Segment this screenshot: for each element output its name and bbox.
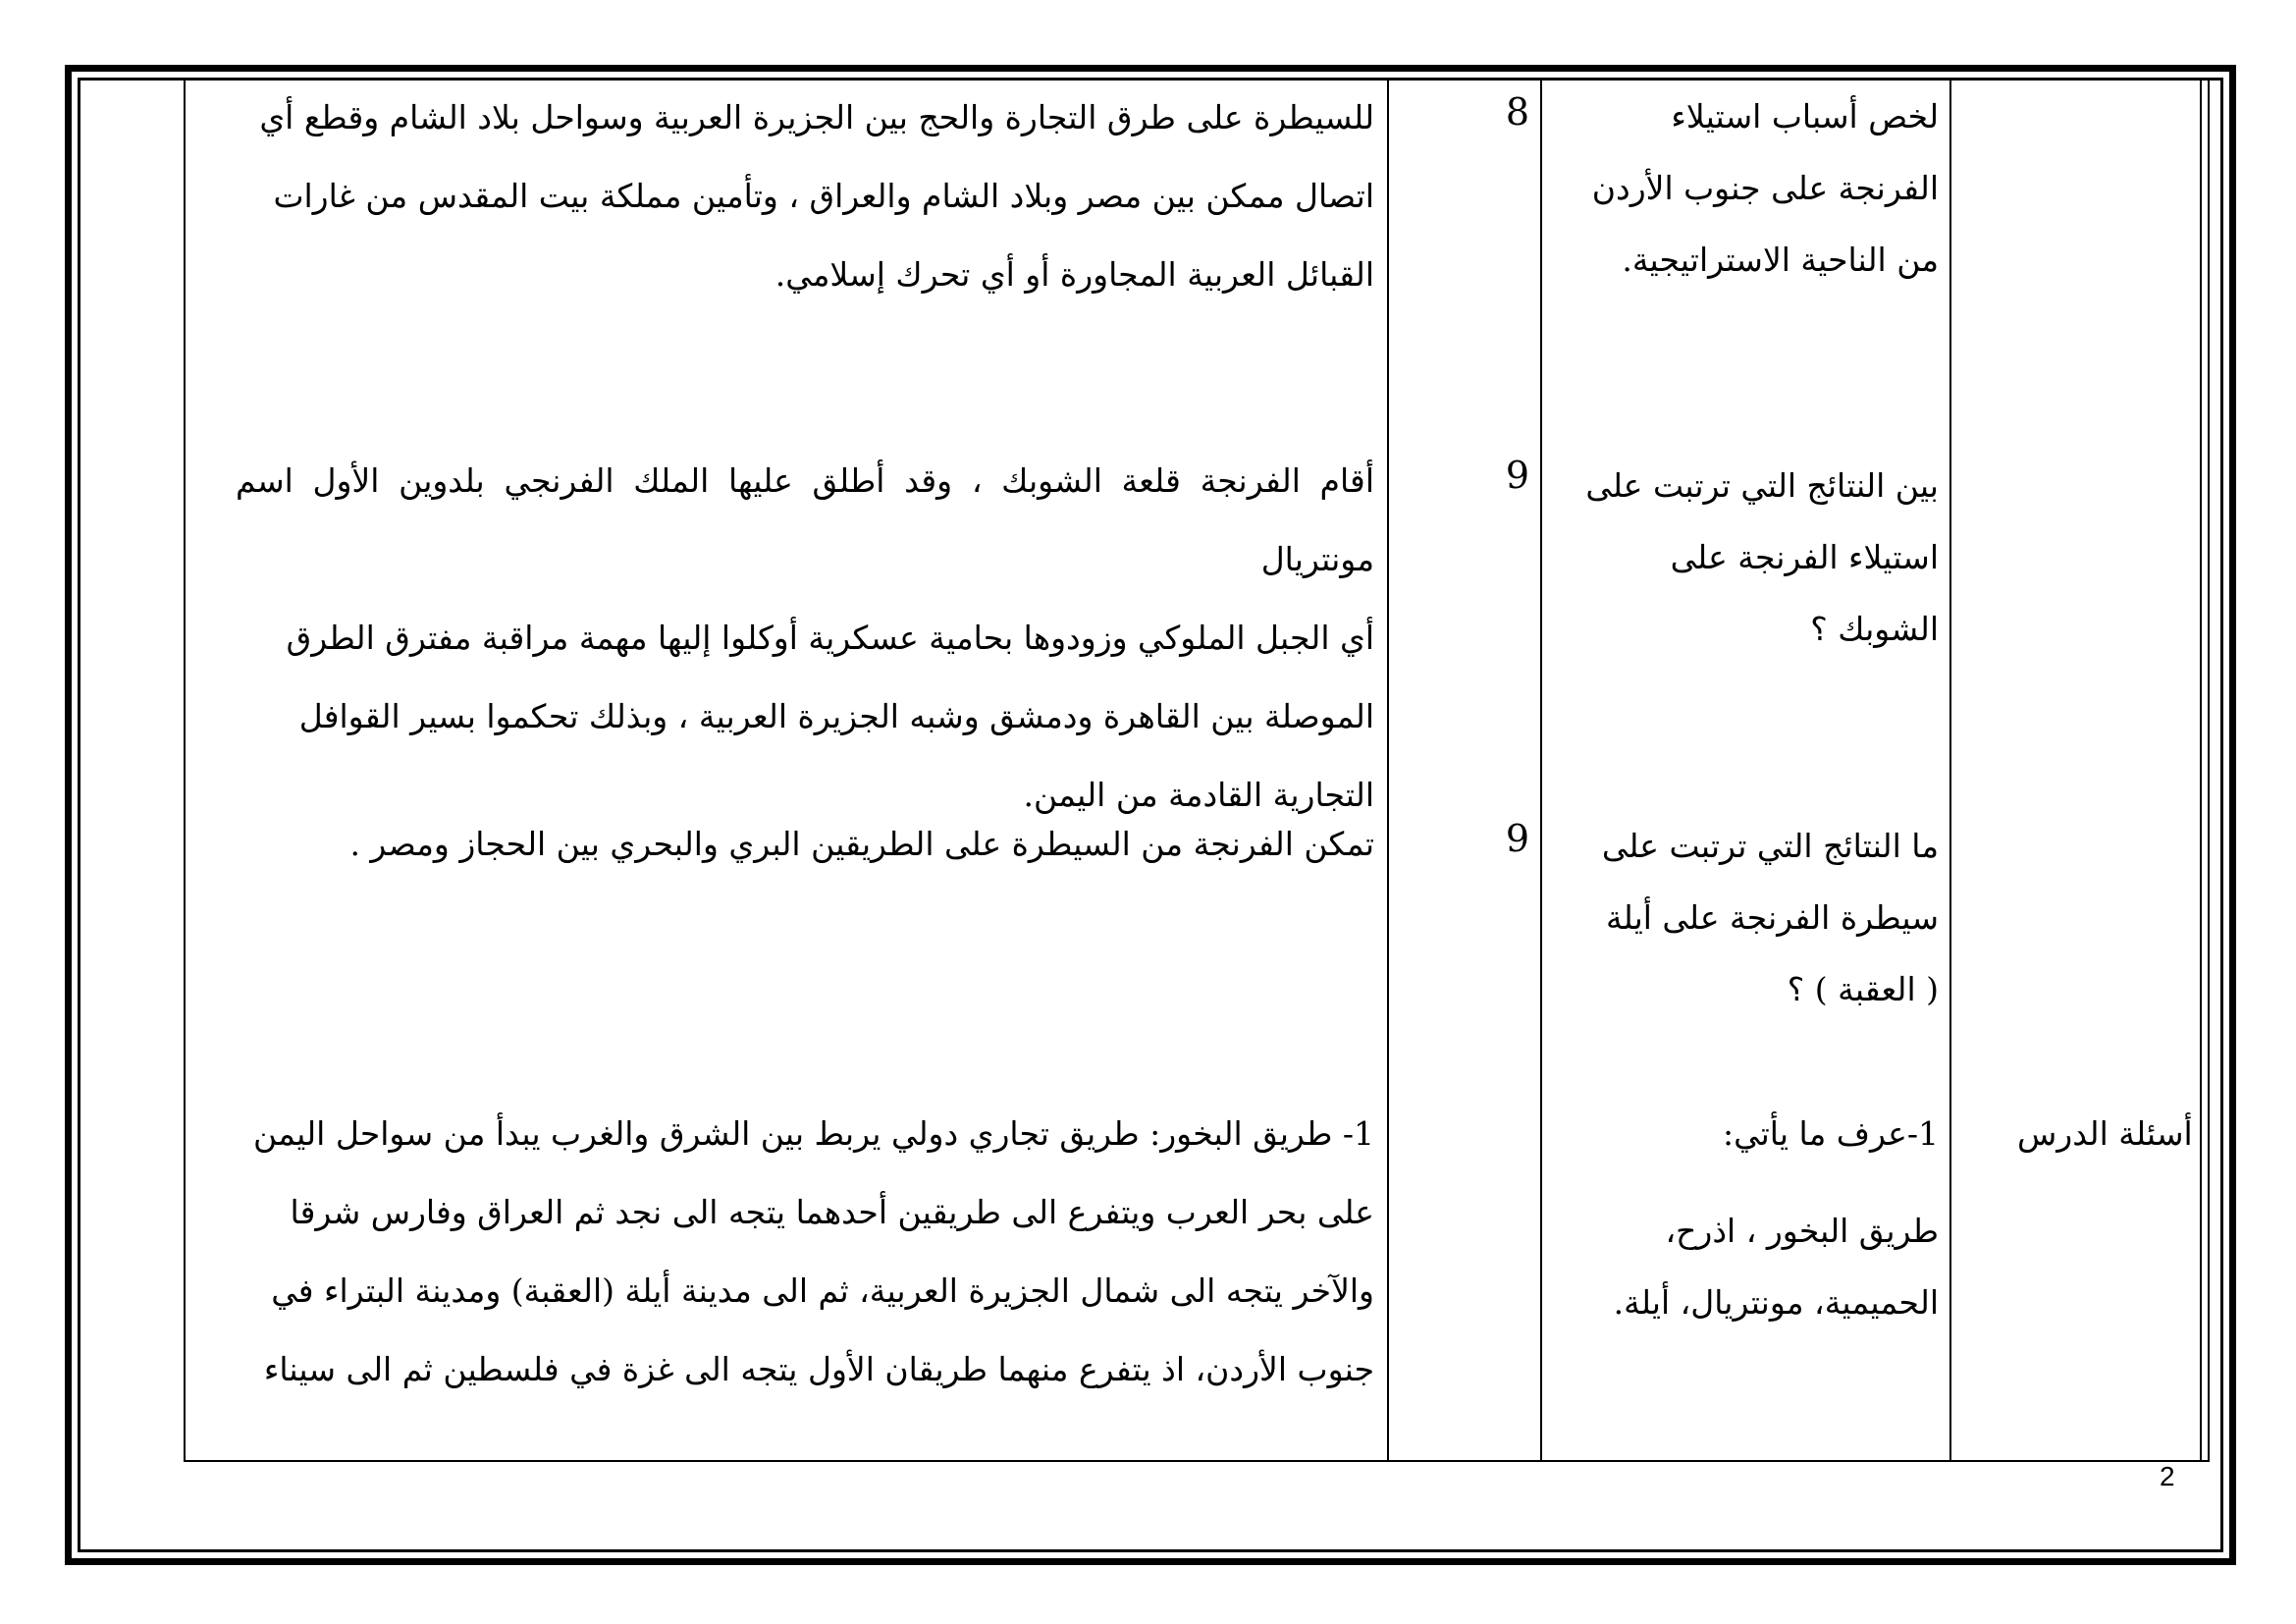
question-cell-2: بين النتائج التي ترتبت على استيلاء الفرنجة على الشوبك ؟ (1585, 466, 1939, 648)
answer-cell-4: 1- طريق البخور: طريق تجاري دولي يربط بين الشرق والغرب يبدأ من سواحل اليمن على بحر العرب ويتفرع الى طريقين أحدهما يتجه الى نجد ثم العراق وفارس شرقا والآخر يتجه الى شمال الجزيرة العربية، ثم الى مدينة أيلة (العقبة) ومدينة البتراء في جنوب الأردن، اذ يتفرع منهما طريقان الأول يتجه الى غزة في فلسطين ثم الى سيناء (252, 1114, 1374, 1388)
score-1: 8 (1505, 90, 1530, 134)
section-label: أسئلة الدرس (2017, 1114, 2193, 1153)
score-3: 9 (1505, 817, 1530, 860)
table-divider-1 (1387, 78, 1389, 1462)
table-divider-2 (1540, 78, 1542, 1462)
question-cell-4: 1-عرف ما يأتي: طريق البخور ، اذرح، الحميمية، مونتريال، أيلة. (1613, 1114, 1939, 1322)
answer-cell-2: أقام الفرنجة قلعة الشوبك ، وقد أطلق عليها الملك الفرنجي بلدوين الأول اسم مونتريال أي الجبل الملوكي وزودوها بحامية عسكرية أوكلوا إليها مهمة مراقبة مفترق الطرق الموصلة بين القاهرة ودمشق وشبه الجزيرة العربية ، وبذلك تحكموا بسير القوافل التجارية القادمة من اليمن. (236, 461, 1374, 814)
score-2: 9 (1505, 454, 1530, 497)
answer-cell-3: تمكن الفرنجة من السيطرة على الطريقين البري والبحري بين الحجاز ومصر . (349, 825, 1374, 863)
answer-cell-1: للسيطرة على طرق التجارة والحج بين الجزيرة العربية وسواحل بلاد الشام وقطع أي اتصال ممكن بين مصر وبلاد الشام والعراق ، وتأمين مملكة بيت المقدس من غارات القبائل العربية المجاورة أو أي تحرك إسلامي. (259, 98, 1374, 294)
table-divider-4 (2200, 78, 2202, 1462)
table-divider-3 (1949, 78, 1951, 1462)
page-number: 2 (2160, 1461, 2175, 1491)
question-cell-3: ما النتائج التي ترتبت على سيطرة الفرنجة على أيلة ( العقبة ) ؟ (1601, 827, 1939, 1008)
question-cell-1: لخص أسباب استيلاء الفرنجة على جنوب الأردن من الناحية الاستراتيجية. (1591, 97, 1939, 279)
